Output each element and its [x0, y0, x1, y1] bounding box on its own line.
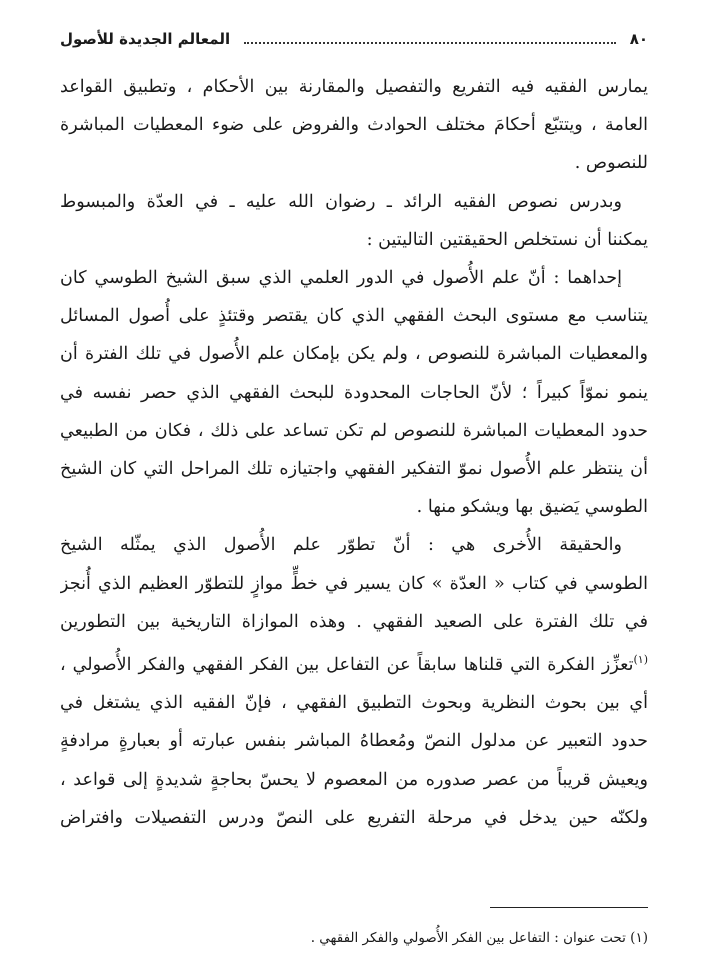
text-line: تعزِّز الفكرة التي قلناها سابقاً عن التفاعل بين الفكر الفقهي والفكر الأُصولي ،	[60, 654, 634, 675]
text-line: في تلك الفترة على الصعيد الفقهي . وهذه الموازاة التاريخية بين التطورين	[60, 611, 648, 632]
text-line: ولكنّه حين يدخل في مرحلة التفريع على النصّ ودرس التفصيلات وافتراض	[60, 807, 648, 828]
text-line: يمارس الفقيه فيه التفريع والتفصيل والمقارنة بين الأحكام ، وتطبيق القواعد	[60, 77, 648, 97]
text-line: والمعطيات المباشرة للنصوص ، ولم يكن بإمكان علم الأُصول في تلك الفترة أن	[60, 344, 648, 365]
footnote-reference: (١)	[633, 653, 648, 667]
text-line: الطوسي يَضيق بها ويشكو منها .	[416, 497, 648, 518]
header-dot-leader	[244, 42, 616, 44]
main-text	[60, 68, 648, 837]
text-line: الطوسي في كتاب « العدّة » كان يسير في خطٍّ موازٍ للتطوّر العظيم الذي أُنجز	[60, 573, 648, 594]
text-line: يتناسب مع مستوى البحث الفقهي الذي كان يقتصر وقتئذٍ على أُصول المسائل	[60, 306, 648, 327]
footnote	[60, 928, 648, 948]
footnote-marker: (١)	[630, 930, 648, 946]
text-line: للنصوص .	[574, 153, 648, 174]
text-line: إحداهما : أنّ علم الأُصول في الدور العلمي الذي سبق الشيخ الطوسي كان	[60, 268, 622, 289]
book-title: المعالم الجديدة للأصول	[60, 30, 231, 48]
text-line-with-footnote-ref	[60, 641, 648, 684]
text-line: حدود التعبير عن مدلول النصّ ومُعطاهُ المباشر بنفس عبارته أو بعبارةٍ مرادفةٍ	[60, 731, 648, 752]
text-line: ينمو نموّاً كبيراً ؛ لأنّ الحاجات المحدودة للبحث الفقهي الذي حصر نفسه في	[60, 382, 648, 403]
running-header	[60, 26, 648, 52]
footnote-divider	[490, 907, 648, 908]
text-line: والحقيقة الأُخرى هي : أنّ تطوّر علم الأُصول الذي يمثّله الشيخ	[60, 535, 622, 556]
footnote-text: تحت عنوان : التفاعل بين الفكر الأُصولي والفكر الفقهي .	[310, 930, 626, 946]
text-line: العامة ، ويتتبّع أحكامَ مختلف الحوادث والفروض على ضوء المعطيات المباشرة	[60, 115, 648, 136]
text-line: وبدرس نصوص الفقيه الرائد ـ رضوان الله عليه ـ في العدّة والمبسوط	[60, 191, 622, 212]
text-line: أي بين بحوث النظرية وبحوث التطبيق الفقهي ، فإنّ الفقيه الذي يشتغل في	[60, 693, 648, 714]
text-line: ويعيش قريباً من عصر صدوره من المعصوم لا يحسّ بحاجةٍ شديدةٍ إلى قواعد ،	[60, 769, 648, 790]
text-line: يمكننا أن نستخلص الحقيقتين التاليتين :	[366, 229, 648, 250]
text-line: أن ينتظر علم الأُصول نموّ التفكير الفقهي واجتيازه تلك المراحل التي كان الشيخ	[60, 459, 648, 480]
page-number: ٨٠	[629, 30, 648, 48]
text-line: حدود المعطيات المباشرة للنصوص لم تكن تساعد على ذلك ، فكان من الطبيعي	[60, 420, 648, 441]
